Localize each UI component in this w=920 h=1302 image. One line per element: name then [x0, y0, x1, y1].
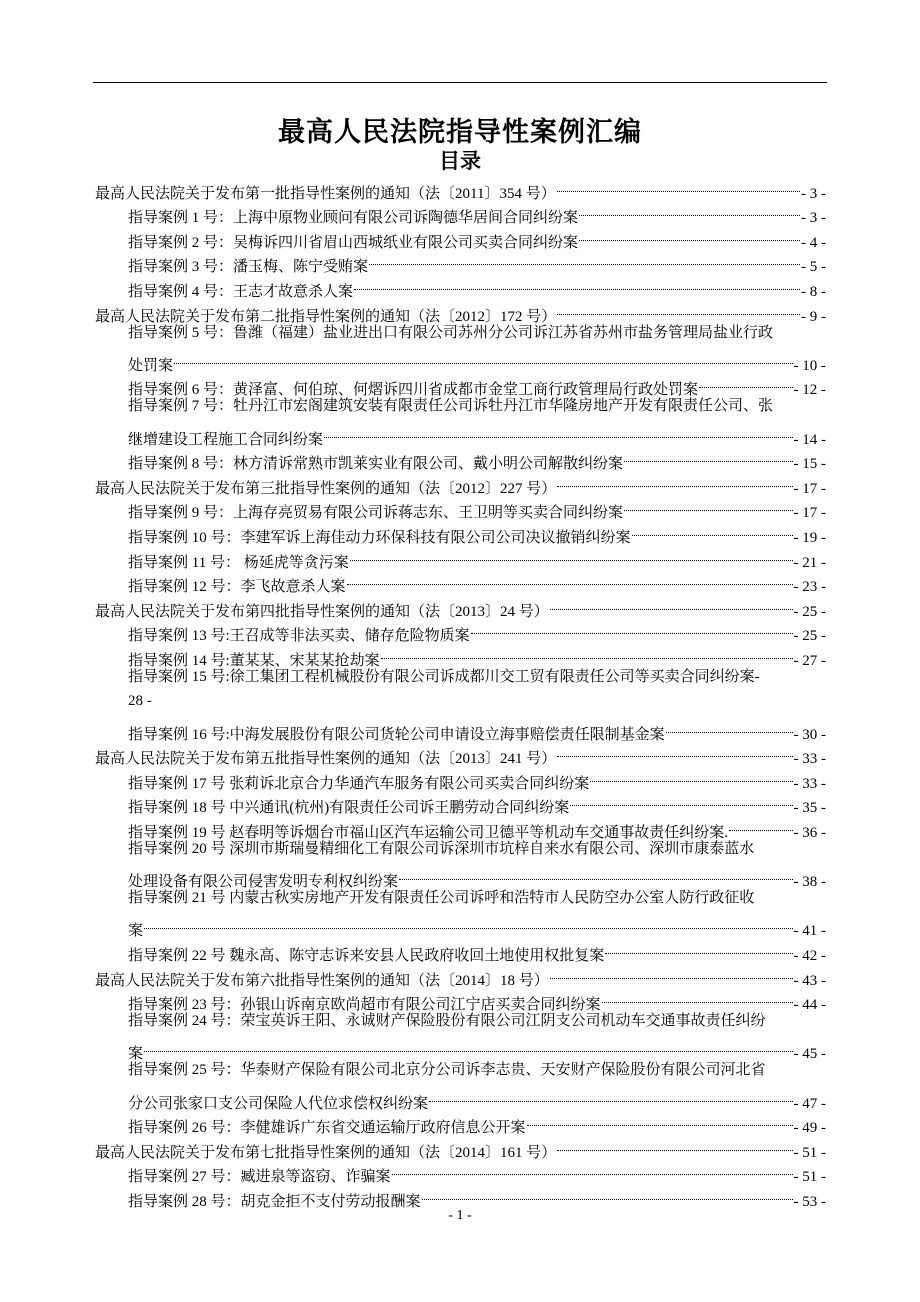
document-title: 最高人民法院指导性案例汇编 [278, 117, 642, 147]
entry-title: 指导案例 12 号：李飞故意杀人案 [128, 579, 346, 596]
entry-page-number: - 10 - [793, 357, 826, 374]
entry-title: 指导案例 1 号：上海中原物业顾问有限公司诉陶德华居间合同纠纷案 [128, 210, 579, 227]
dot-leader [143, 1034, 793, 1059]
dot-leader [569, 788, 793, 813]
toc-entry-continuation[interactable] [95, 345, 826, 374]
entry-page-number: - 41 - [793, 923, 826, 940]
entry-title: 最高人民法院关于发布第七批指导性案例的通知（法〔2014〕161 号） [95, 1144, 557, 1161]
dot-leader [143, 911, 793, 936]
entry-page-number: - 25 - [793, 628, 826, 645]
dot-leader [578, 198, 801, 223]
entry-title: 指导案例 25 号：华泰财产保险有限公司北京分公司诉李志贵、天安财产保险股份有限公司河北省 [128, 1062, 766, 1079]
entry-page-number: - 30 - [793, 726, 826, 743]
entry-title: 指导案例 2 号：吴梅诉四川省眉山西城纸业有限公司买卖合同纠纷案 [128, 234, 579, 251]
dot-leader [549, 960, 794, 985]
entry-title: 指导案例 24 号：荣宝英诉王阳、永诚财产保险股份有限公司江阴支公司机动车交通事故责任纠纷 [128, 1013, 766, 1030]
entry-title: 指导案例 23 号：孙银山诉南京欧尚超市有限公司江宁店买卖合同纠纷案 [128, 997, 601, 1014]
entry-page-number: - 47 - [793, 1095, 826, 1112]
dot-leader [391, 1157, 794, 1182]
entry-title: 最高人民法院关于发布第四批指导性案例的通知（法〔2013〕24 号） [95, 603, 549, 620]
dot-leader [353, 271, 801, 296]
toc-case-entry[interactable] [95, 370, 826, 399]
entry-title: 指导案例 7 号：牡丹江市宏阁建筑安装有限责任公司诉牡丹江市华隆房地产开发有限责任公司、张 [128, 398, 774, 415]
entry-page-number: - 25 - [793, 603, 826, 620]
entry-title: 指导案例 5 号：鲁潍（福建）盐业进出口有限公司苏州分公司诉江苏省苏州市盐务管理局盐业行政 [128, 324, 774, 341]
entry-page-number: - 15 - [793, 456, 826, 473]
entry-title: 指导案例 22 号 魏永高、陈守志诉来安县人民政府收回土地使用权批复案 [128, 948, 605, 964]
entry-title: 最高人民法院关于发布第五批指导性案例的通知（法〔2013〕241 号） [95, 751, 557, 768]
entry-title: 指导案例 27 号：臧进泉等盗窃、诈骗案 [128, 1169, 391, 1186]
entry-page-number: - 51 - [793, 1144, 826, 1161]
toc-entry-continuation[interactable] [95, 689, 826, 714]
toc-case-entry[interactable] [95, 394, 826, 419]
entry-title-continuation: 分公司张家口支公司保险人代位求偿权纠纷案 [128, 1095, 429, 1112]
dot-leader [556, 468, 793, 493]
entry-title: 指导案例 11 号： 杨延虎等贪污案 [128, 554, 349, 571]
entry-page-number: - 33 - [793, 751, 826, 768]
entry-title: 指导案例 21 号 内蒙古秋实房地产开发有限责任公司诉呼和浩特市人民防空办公室人防行政征收 [128, 890, 755, 907]
dot-leader [665, 714, 794, 739]
dot-leader [578, 222, 801, 247]
entry-title: 指导案例 18 号 中兴通讯(杭州)有限责任公司诉王鹏劳动合同纠纷案 [128, 800, 570, 817]
toc-case-entry[interactable] [95, 1058, 826, 1083]
dot-leader [349, 542, 794, 567]
entry-page-number: - 38 - [793, 874, 826, 891]
entry-page-number: - 8 - [801, 283, 826, 300]
entry-page-number: - 33 - [793, 775, 826, 792]
entry-page-number: - 3 - [801, 210, 826, 227]
entry-page-number: - 27 - [793, 652, 826, 669]
dot-leader [623, 444, 793, 469]
entry-page-number: - 43 - [793, 972, 826, 989]
dot-leader [368, 247, 801, 272]
dot-leader [428, 1083, 793, 1108]
toc-case-entry[interactable] [95, 321, 826, 346]
page-number: - 1 - [448, 1208, 472, 1223]
dot-leader [526, 1108, 794, 1133]
toc-case-entry[interactable] [95, 886, 826, 911]
entry-page-number: 28 - [128, 693, 152, 710]
entry-title-continuation: 处罚案 [128, 357, 174, 374]
entry-title: 指导案例 26 号：李健雄诉广东省交通运输厅政府信息公开案 [128, 1120, 526, 1137]
entry-page-number: - 42 - [793, 948, 826, 964]
dot-leader [421, 1181, 794, 1206]
dot-leader [380, 640, 794, 665]
entry-title: 指导案例 3 号：潘玉梅、陈宁受贿案 [128, 259, 369, 276]
entry-title: 指导案例 19 号 赵春明等诉烟台市福山区汽车运输公司卫德平等机动车交通事故责任纠纷案. [128, 825, 729, 842]
entry-title: 指导案例 9 号：上海存亮贸易有限公司诉蒋志东、王卫明等买卖合同纠纷案 [128, 505, 624, 522]
entry-page-number: - 5 - [801, 259, 826, 276]
toc-entry-continuation[interactable] [95, 1034, 826, 1063]
toc-case-entry[interactable] [95, 714, 826, 743]
dot-leader [470, 616, 794, 641]
toc-case-entry[interactable] [95, 935, 826, 964]
entry-page-number: - 49 - [793, 1120, 826, 1137]
toc-heading: 目录 [439, 149, 481, 173]
entry-page-number: - 44 - [793, 997, 826, 1014]
entry-title-continuation: 处理设备有限公司侵害发明专利权纠纷案 [128, 874, 399, 891]
toc-entry-continuation[interactable] [95, 1083, 826, 1112]
entry-page-number: - 3 - [801, 185, 826, 202]
dot-leader [604, 935, 793, 960]
table-of-contents [95, 173, 826, 1210]
toc-case-entry[interactable] [95, 665, 826, 690]
entry-title: 指导案例 13 号:王召成等非法买卖、储存危险物质案 [128, 628, 470, 645]
entry-title-continuation: 案 [128, 923, 144, 940]
dot-leader [698, 370, 793, 395]
entry-title: 指导案例 28 号：胡克金拒不支付劳动报酬案 [128, 1193, 421, 1210]
entry-page-number: - 17 - [793, 505, 826, 522]
entry-page-number: - 4 - [801, 234, 826, 251]
entry-title: 指导案例 6 号：黄泽富、何伯琼、何熠诉四川省成都市金堂工商行政管理局行政处罚案 [128, 382, 699, 399]
toc-section-entry[interactable] [95, 173, 826, 202]
dot-leader [623, 493, 793, 518]
entry-title: 指导案例 10 号：李建军诉上海佳动力环保科技有限公司公司决议撤销纠纷案 [128, 529, 631, 546]
toc-case-entry[interactable] [95, 1009, 826, 1034]
dot-leader [589, 763, 793, 788]
header-rule [93, 82, 827, 83]
dot-leader [728, 812, 793, 837]
toc-entry-continuation[interactable] [95, 911, 826, 940]
entry-title-continuation: 继增建设工程施工合同纠纷案 [128, 431, 324, 448]
entry-title: 指导案例 17 号 张莉诉北京合力华通汽车服务有限公司买卖合同纠纷案 [128, 775, 590, 792]
entry-page-number: - 35 - [793, 800, 826, 817]
dot-leader [323, 419, 793, 444]
dot-leader [346, 567, 794, 592]
entry-page-number: - 23 - [793, 579, 826, 596]
dot-leader [556, 173, 801, 198]
dot-leader [556, 296, 801, 321]
entry-page-number: - 45 - [793, 1046, 826, 1063]
entry-page-number: - 14 - [793, 431, 826, 448]
entry-title: 指导案例 15 号:徐工集团工程机械股份有限公司诉成都川交工贸有限责任公司等买卖合同纠纷案- [128, 668, 760, 685]
entry-page-number: - 36 - [793, 825, 826, 842]
dot-leader [549, 591, 794, 616]
entry-page-number: - 21 - [793, 554, 826, 571]
entry-page-number: - 12 - [793, 382, 826, 399]
entry-title-continuation: 案 [128, 1046, 144, 1063]
entry-title: 最高人民法院关于发布第六批指导性案例的通知（法〔2014〕18 号） [95, 972, 549, 989]
dot-leader [631, 517, 794, 542]
toc-entry-continuation[interactable] [95, 419, 826, 448]
entry-page-number: - 51 - [793, 1169, 826, 1186]
entry-page-number: - 9 - [801, 308, 826, 325]
dot-leader [398, 862, 793, 887]
entry-title: 指导案例 4 号：王志才故意杀人案 [128, 283, 354, 300]
entry-title: 指导案例 20 号 深圳市斯瑞曼精细化工有限公司诉深圳市坑梓自来水有限公司、深圳市康泰蓝水 [128, 841, 755, 858]
entry-title: 指导案例 8 号：林方清诉常熟市凯莱实业有限公司、戴小明公司解散纠纷案 [128, 456, 624, 473]
entry-title: 最高人民法院关于发布第二批指导性案例的通知（法〔2012〕172 号） [95, 308, 557, 325]
entry-title: 最高人民法院关于发布第三批指导性案例的通知（法〔2012〕227 号） [95, 480, 557, 497]
dot-leader [601, 985, 794, 1010]
dot-leader [556, 1132, 793, 1157]
toc-entry-continuation[interactable] [95, 862, 826, 891]
entry-page-number: - 17 - [793, 480, 826, 497]
entry-page-number: - 53 - [793, 1193, 826, 1210]
entry-page-number: - 19 - [793, 529, 826, 546]
toc-case-entry[interactable] [95, 837, 826, 862]
dot-leader [173, 345, 793, 370]
entry-title: 指导案例 16 号:中海发展股份有限公司货轮公司申请设立海事赔偿责任限制基金案 [128, 726, 665, 743]
dot-leader [556, 739, 793, 764]
entry-title: 指导案例 14 号:董某某、宋某某抢劫案 [128, 652, 380, 669]
entry-title: 最高人民法院关于发布第一批指导性案例的通知（法〔2011〕354 号） [95, 185, 556, 202]
